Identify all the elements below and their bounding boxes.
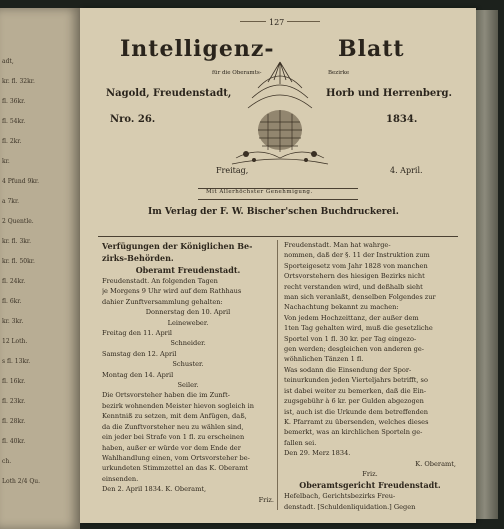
previous-page-line: fl. 36kr. bbox=[2, 98, 26, 105]
places-left: Nagold, Freudenstadt, bbox=[106, 88, 232, 99]
right-column-line: fallen sei. bbox=[284, 438, 317, 447]
left-column-line: urkundeten Stimmzettel an das K. Oberamt bbox=[102, 464, 249, 473]
right-column-line: ist dabei weiter zu bemerken, daß die Ein- bbox=[284, 386, 427, 395]
previous-page-line: a 7kr. bbox=[2, 198, 20, 205]
left-column-line: Schuster. bbox=[172, 360, 204, 369]
left-column-line: zirks-Behörden. bbox=[102, 253, 174, 263]
right-column-line: wöhnlichen Tänzen 1 fl. bbox=[284, 355, 364, 364]
right-column-line: Freudenstadt. Man hat wahrge- bbox=[284, 241, 391, 249]
right-column-line: Sporteigesetz vom Jahr 1828 von manchen bbox=[284, 261, 428, 270]
right-column-line: 1ten Tag gehalten wird, muß die gesetzliche bbox=[284, 324, 433, 333]
previous-page-line: 4 Pfund 9kr. bbox=[2, 178, 40, 185]
issue-weekday: Freitag, bbox=[216, 166, 249, 175]
issue-year: 1834. bbox=[386, 114, 418, 125]
page-number: 127 bbox=[266, 18, 287, 27]
right-column-line: Von jedem Hochzeittanz, der außer dem bbox=[284, 313, 419, 322]
previous-page-line: kr. fl. 32kr. bbox=[2, 78, 35, 85]
previous-page-line: fl. 6kr. bbox=[2, 298, 22, 305]
beehive-emblem-icon bbox=[228, 58, 332, 172]
right-column-line: Friz. bbox=[362, 469, 378, 478]
left-column-line: Leineweber. bbox=[167, 318, 209, 327]
right-column-line: recht verstanden wird, und deßhalb sieht bbox=[284, 282, 423, 291]
right-column-line: K. Oberamt, bbox=[415, 459, 456, 468]
left-column-line: dahier Zunftversammlung gehalten: bbox=[102, 297, 223, 306]
left-column-line: Friz. bbox=[258, 495, 274, 504]
right-column-line: gen werden; desgleichen von anderen ge- bbox=[284, 345, 424, 354]
left-column-line: Freitag den 11. April bbox=[102, 329, 173, 338]
previous-page-line: kr. 3kr. bbox=[2, 318, 24, 325]
left-column-line: Die Ortsvorsteher haben die im Zunft- bbox=[102, 391, 230, 400]
left-column-line: Montag den 14. April bbox=[102, 370, 174, 379]
issue-date: 4. April. bbox=[390, 166, 423, 175]
left-column-line: je Morgens 9 Uhr wird auf dem Rathhaus bbox=[102, 287, 242, 296]
right-column-line: Sportel von 1 fl. 30 kr. per Tag eingezo- bbox=[284, 334, 417, 343]
left-column bbox=[102, 240, 274, 505]
left-column-line: Verfügungen der Königlichen Be- bbox=[102, 241, 253, 251]
previous-page-edge bbox=[0, 8, 80, 529]
right-column-line: Was sodann die Einsendung der Spor- bbox=[284, 365, 412, 374]
right-column-line: Den 29. Merz 1834. bbox=[284, 449, 351, 458]
previous-page-line: 12 Loth. bbox=[2, 338, 28, 345]
left-column-line: Seiler. bbox=[177, 381, 199, 390]
previous-page-line: ch. bbox=[2, 458, 12, 465]
left-column-line: haben, außer er würde vor dem Ende der bbox=[102, 443, 241, 452]
subtitle-right: Bezirke bbox=[328, 70, 350, 76]
book-edge bbox=[476, 10, 498, 519]
previous-page-line: fl. 54kr. bbox=[2, 118, 26, 125]
left-column-line: Schneider. bbox=[170, 339, 206, 348]
left-column-line: Wahlhandlung einen, vom Ortsvorsteher be- bbox=[102, 453, 250, 462]
previous-page-line: adt, bbox=[2, 58, 14, 65]
right-column-line: bemerkt, was an kirchlichen Sporteln ge- bbox=[284, 428, 423, 437]
right-column-line: teinurkunden jeden Vierteljahrs betrifft, so bbox=[284, 376, 428, 385]
left-column-line: bezirk wohnenden Meister hievon sogleich in bbox=[102, 401, 254, 410]
previous-page-line: fl. 2kr. bbox=[2, 138, 22, 145]
column-divider bbox=[277, 240, 279, 510]
right-column-line: denstadt. [Schuldenliquidation.] Gegen bbox=[284, 502, 416, 511]
left-column-line: Kenntniß zu setzen, mit dem Anfügen, daß, bbox=[102, 412, 247, 421]
previous-page-line: kr. bbox=[2, 158, 10, 165]
right-column-line: K. Pfarramt zu übersenden, welches dieses bbox=[284, 417, 429, 426]
title-right: Blatt bbox=[338, 36, 405, 62]
previous-page-line: kr. fl. 3kr. bbox=[2, 238, 32, 245]
columns-top-rule bbox=[98, 236, 458, 238]
left-column-line: einsenden. bbox=[102, 474, 139, 483]
left-column-line: Donnerstag den 10. April bbox=[145, 308, 231, 317]
right-column-line: nommen, daß der §. 11 der Instruktion zum bbox=[284, 251, 430, 260]
right-column-line: Hefelbach, Gerichtsbezirks Freu- bbox=[284, 492, 396, 501]
right-column-line: zugsgebühr à 6 kr. per Gulden abgezogen bbox=[284, 397, 424, 406]
left-column-line: Den 2. April 1834. K. Oberamt, bbox=[102, 485, 207, 494]
privilege-note: Mit Allerhöchster Genehmigung. bbox=[206, 189, 313, 195]
places-right: Horb und Herrenberg. bbox=[326, 88, 452, 99]
left-column-line: da die Zunftvorsteher neu zu wählen sind, bbox=[102, 422, 244, 431]
previous-page-line: fl. 16kr. bbox=[2, 378, 26, 385]
subtitle-left: für die Oberamts- bbox=[212, 70, 262, 76]
right-column-line: man sich veranlaßt, denselben Folgendes zur bbox=[284, 293, 436, 302]
previous-page-line: Loth 2/4 Qu. bbox=[2, 478, 41, 485]
right-column-line: Ortsvorstehern des hiesigen Bezirks nicht bbox=[284, 272, 425, 281]
previous-page-line: kr. fl. 50kr. bbox=[2, 258, 35, 265]
right-column-line: ist, auch ist die Urkunde dem betreffenden bbox=[284, 407, 429, 416]
previous-page-line: s fl. 13kr. bbox=[2, 358, 31, 365]
left-column-line: Samstag den 12. April bbox=[102, 349, 177, 358]
publisher-line: Im Verlag der F. W. Bischer'schen Buchdruckerei. bbox=[148, 207, 399, 217]
previous-page-line: 2 Quentle. bbox=[2, 218, 34, 225]
right-column bbox=[284, 240, 456, 512]
right-column-line: Oberamtsgericht Freudenstadt. bbox=[299, 480, 441, 491]
left-column-line: Freudenstadt. An folgenden Tagen bbox=[102, 277, 218, 285]
previous-page-line: fl. 28kr. bbox=[2, 418, 26, 425]
left-column-line: ein jeder bei Strafe von 1 fl. zu erscheinen bbox=[102, 433, 245, 442]
right-column-line: Nachachtung bekannt zu machen: bbox=[284, 303, 399, 312]
title-left: Intelligenz- bbox=[120, 36, 275, 62]
left-column-line: Oberamt Freudenstadt. bbox=[135, 265, 241, 275]
previous-page-line: fl. 40kr. bbox=[2, 438, 26, 445]
previous-page-line: fl. 24kr. bbox=[2, 278, 26, 285]
issue-number: Nro. 26. bbox=[110, 114, 156, 125]
previous-page-line: fl. 23kr. bbox=[2, 398, 26, 405]
newspaper-page bbox=[80, 8, 476, 523]
